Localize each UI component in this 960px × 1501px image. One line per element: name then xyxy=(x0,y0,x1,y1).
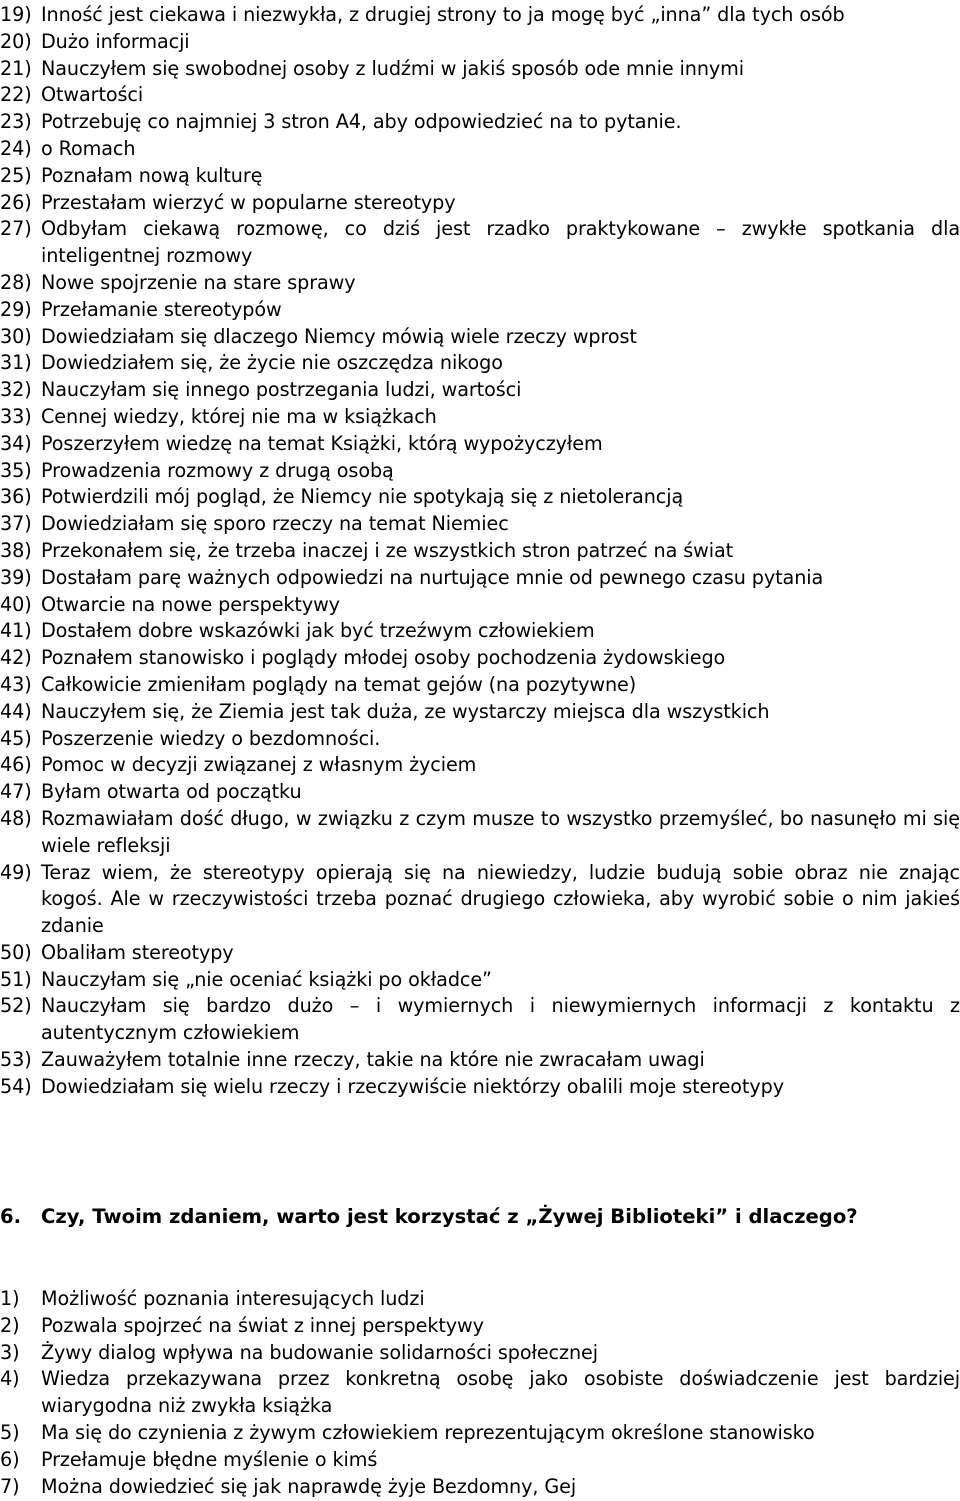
list-item-number: 4) xyxy=(0,1367,20,1391)
list-item xyxy=(0,1340,960,1367)
list-item xyxy=(0,806,960,860)
list-item-number: 1) xyxy=(0,1287,20,1310)
list-item-text: Potrzebuję co najmniej 3 stron A4, aby odpowiedzieć na to pytanie. xyxy=(41,110,682,134)
list-item xyxy=(0,1474,960,1501)
list-item xyxy=(0,538,960,565)
list-item-number: 54) xyxy=(0,1074,32,1098)
list-item-number: 39) xyxy=(0,565,32,589)
list-item xyxy=(0,163,960,190)
list-item xyxy=(0,216,960,270)
list-item-number: 28) xyxy=(0,270,32,294)
list-item-number: 21) xyxy=(0,56,32,80)
list-item-text: Otwartości xyxy=(41,83,144,107)
list-item-number: 30) xyxy=(0,324,32,348)
list-item-text: Nauczyłam się bardzo dużo – i wymiernych i niewymiernych informacji z kontaktu z autentycznym człowiekiem xyxy=(41,994,960,1045)
list-item-number: 7) xyxy=(0,1474,20,1498)
list-item-text: Nauczyłem się, że Ziemia jest tak duża, ze wystarczy miejsca dla wszystkich xyxy=(41,699,770,723)
list-item-text: Przełamuje błędne myślenie o kimś xyxy=(41,1447,378,1471)
list-item xyxy=(0,511,960,538)
list-item-number: 52) xyxy=(0,994,32,1018)
list-item-text: Całkowicie zmieniłam poglądy na temat gejów (na pozytywne) xyxy=(41,672,637,696)
list-item-number: 50) xyxy=(0,940,32,964)
list-item-text: Nauczyłam się „nie oceniać książki po okładce” xyxy=(41,967,492,991)
list-item-number: 24) xyxy=(0,136,32,160)
list-item-text: Nauczyłem się swobodnej osoby z ludźmi w jakiś sposób ode mnie innymi xyxy=(41,56,744,80)
list-item-text: Dowiedziałam się wielu rzeczy i rzeczywiście niektórzy obalili moje stereotypy xyxy=(41,1074,784,1098)
list-item-number: 2) xyxy=(0,1313,20,1337)
list-item xyxy=(0,2,960,29)
list-item-text: Nowe spojrzenie na stare sprawy xyxy=(41,270,356,294)
list-item-text: Pomoc w decyzji związanej z własnym życiem xyxy=(41,753,477,777)
list-item xyxy=(0,109,960,136)
list-item xyxy=(0,324,960,351)
list-item-text: Poznałam nową kulturę xyxy=(41,163,263,187)
list-item xyxy=(0,270,960,297)
list-item xyxy=(0,484,960,511)
list-item xyxy=(0,1313,960,1340)
list-item-number: 34) xyxy=(0,431,32,455)
list-item-text: Dowiedziałam się dlaczego Niemcy mówią wiele rzeczy wprost xyxy=(41,324,637,348)
list-item-text: Byłam otwarta od początku xyxy=(41,780,302,804)
list-item-number: 23) xyxy=(0,110,32,134)
list-item-text: Żywy dialog wpływa na budowanie solidarności społecznej xyxy=(41,1340,598,1364)
list-item-number: 37) xyxy=(0,512,32,536)
list-item-number: 36) xyxy=(0,485,32,509)
list-item-number: 6) xyxy=(0,1447,20,1471)
list-item-text: Inność jest ciekawa i niezwykła, z drugiej strony to ja mogę być „inna” dla tych osób xyxy=(41,3,845,26)
list-item-text: Wiedza przekazywana przez konkretną osobę jako osobiste doświadczenie jest bardziej wiarygodna niż zwykła książka xyxy=(41,1367,960,1418)
list-item-number: 35) xyxy=(0,458,32,482)
list-item xyxy=(0,699,960,726)
list-item-text: Przekonałem się, że trzeba inaczej i ze wszystkich stron patrzeć na świat xyxy=(41,538,734,562)
list-item xyxy=(0,404,960,431)
list-item-text: Cennej wiedzy, której nie ma w książkach xyxy=(41,404,437,428)
list-item-text: Teraz wiem, że stereotypy opierają się na niewiedzy, ludzie budują sobie obraz nie znając kogoś. Ale w rzeczywistości trzeba poznać drugiego człowieka, aby wyrobić sobie o nim jakieś zdanie xyxy=(41,860,960,938)
list-item-number: 27) xyxy=(0,217,32,241)
list-item-number: 46) xyxy=(0,753,32,777)
list-item xyxy=(0,672,960,699)
list-item-number: 44) xyxy=(0,699,32,723)
answer-list-part1 xyxy=(0,2,960,1101)
answer-list-part2 xyxy=(0,1286,960,1500)
list-item-text: Dużo informacji xyxy=(41,29,190,53)
list-item-text: Poszerzenie wiedzy o bezdomności. xyxy=(41,726,381,750)
list-item xyxy=(0,860,960,940)
list-item-text: Dostałam parę ważnych odpowiedzi na nurtujące mnie od pewnego czasu pytania xyxy=(41,565,824,589)
list-item xyxy=(0,136,960,163)
list-item xyxy=(0,1366,960,1420)
list-item xyxy=(0,618,960,645)
list-item-number: 33) xyxy=(0,404,32,428)
list-item xyxy=(0,297,960,324)
list-item-text: Prowadzenia rozmowy z drugą osobą xyxy=(41,458,394,482)
list-item-number: 26) xyxy=(0,190,32,214)
list-item xyxy=(0,1420,960,1447)
list-item-text: Poznałem stanowisko i poglądy młodej osoby pochodzenia żydowskiego xyxy=(41,646,726,670)
list-item xyxy=(0,645,960,672)
list-item xyxy=(0,1447,960,1474)
list-item-text: Dowiedziałam się sporo rzeczy na temat Niemiec xyxy=(41,512,509,536)
list-item-text: Przestałam wierzyć w popularne stereotypy xyxy=(41,190,456,214)
list-item-number: 19) xyxy=(0,3,32,26)
list-item-number: 51) xyxy=(0,967,32,991)
question-number: 6. xyxy=(0,1205,22,1228)
list-item-number: 25) xyxy=(0,163,32,187)
list-item-text: Poszerzyłem wiedzę na temat Książki, którą wypożyczyłem xyxy=(41,431,603,455)
list-item xyxy=(0,190,960,217)
list-item xyxy=(0,752,960,779)
list-item xyxy=(0,56,960,83)
list-item-text: Możliwość poznania interesujących ludzi xyxy=(41,1287,425,1310)
list-item-number: 41) xyxy=(0,619,32,643)
list-item-text: Odbyłam ciekawą rozmowę, co dziś jest rzadko praktykowane – zwykłe spotkania dla inteligentnej rozmowy xyxy=(41,217,960,268)
list-item-text: Przełamanie stereotypów xyxy=(41,297,282,321)
list-item-text: Pozwala spojrzeć na świat z innej perspektywy xyxy=(41,1313,484,1337)
list-item-number: 53) xyxy=(0,1048,32,1072)
list-item xyxy=(0,377,960,404)
list-item-number: 47) xyxy=(0,780,32,804)
list-item xyxy=(0,1047,960,1074)
list-item xyxy=(0,779,960,806)
list-item-text: Zauważyłem totalnie inne rzeczy, takie na które nie zwracałam uwagi xyxy=(41,1048,705,1072)
list-item-number: 32) xyxy=(0,378,32,402)
list-item-number: 22) xyxy=(0,83,32,107)
list-item xyxy=(0,431,960,458)
question-text: Czy, Twoim zdaniem, warto jest korzystać z „Żywej Biblioteki” i dlaczego? xyxy=(41,1205,858,1228)
list-item-number: 20) xyxy=(0,29,32,53)
list-item-text: Dowiedziałem się, że życie nie oszczędza nikogo xyxy=(41,351,503,375)
list-item-number: 31) xyxy=(0,351,32,375)
list-item xyxy=(0,1074,960,1101)
list-item-text: Nauczyłam się innego postrzegania ludzi, wartości xyxy=(41,378,522,402)
list-item-text: Można dowiedzieć się jak naprawdę żyje Bezdomny, Gej xyxy=(41,1474,577,1498)
list-item-number: 49) xyxy=(0,860,32,884)
list-item xyxy=(0,592,960,619)
list-item-text: Dostałem dobre wskazówki jak być trzeźwym człowiekiem xyxy=(41,619,595,643)
list-item-text: Potwierdzili mój pogląd, że Niemcy nie spotykają się z nietolerancją xyxy=(41,485,684,509)
list-item-text: Otwarcie na nowe perspektywy xyxy=(41,592,340,616)
list-item xyxy=(0,1286,960,1313)
list-item-number: 29) xyxy=(0,297,32,321)
list-item xyxy=(0,29,960,56)
list-item-number: 3) xyxy=(0,1340,20,1364)
list-item xyxy=(0,82,960,109)
list-item xyxy=(0,726,960,753)
list-item-number: 40) xyxy=(0,592,32,616)
list-item-number: 5) xyxy=(0,1420,20,1444)
list-item-text: o Romach xyxy=(41,136,136,160)
list-item-text: Ma się do czynienia z żywym człowiekiem reprezentującym określone stanowisko xyxy=(41,1420,815,1444)
list-item-number: 42) xyxy=(0,646,32,670)
list-item-number: 38) xyxy=(0,538,32,562)
list-item xyxy=(0,993,960,1047)
list-item xyxy=(0,565,960,592)
question-heading xyxy=(0,1204,960,1231)
list-item xyxy=(0,458,960,485)
list-item xyxy=(0,350,960,377)
list-item-number: 43) xyxy=(0,672,32,696)
list-item-number: 48) xyxy=(0,806,32,830)
list-item-text: Obaliłam stereotypy xyxy=(41,940,234,964)
list-item-number: 45) xyxy=(0,726,32,750)
list-item xyxy=(0,940,960,967)
list-item-text: Rozmawiałam dość długo, w związku z czym musze to wszystko przemyśleć, bo nasunęło mi się wiele refleksji xyxy=(41,806,960,857)
list-item xyxy=(0,967,960,994)
